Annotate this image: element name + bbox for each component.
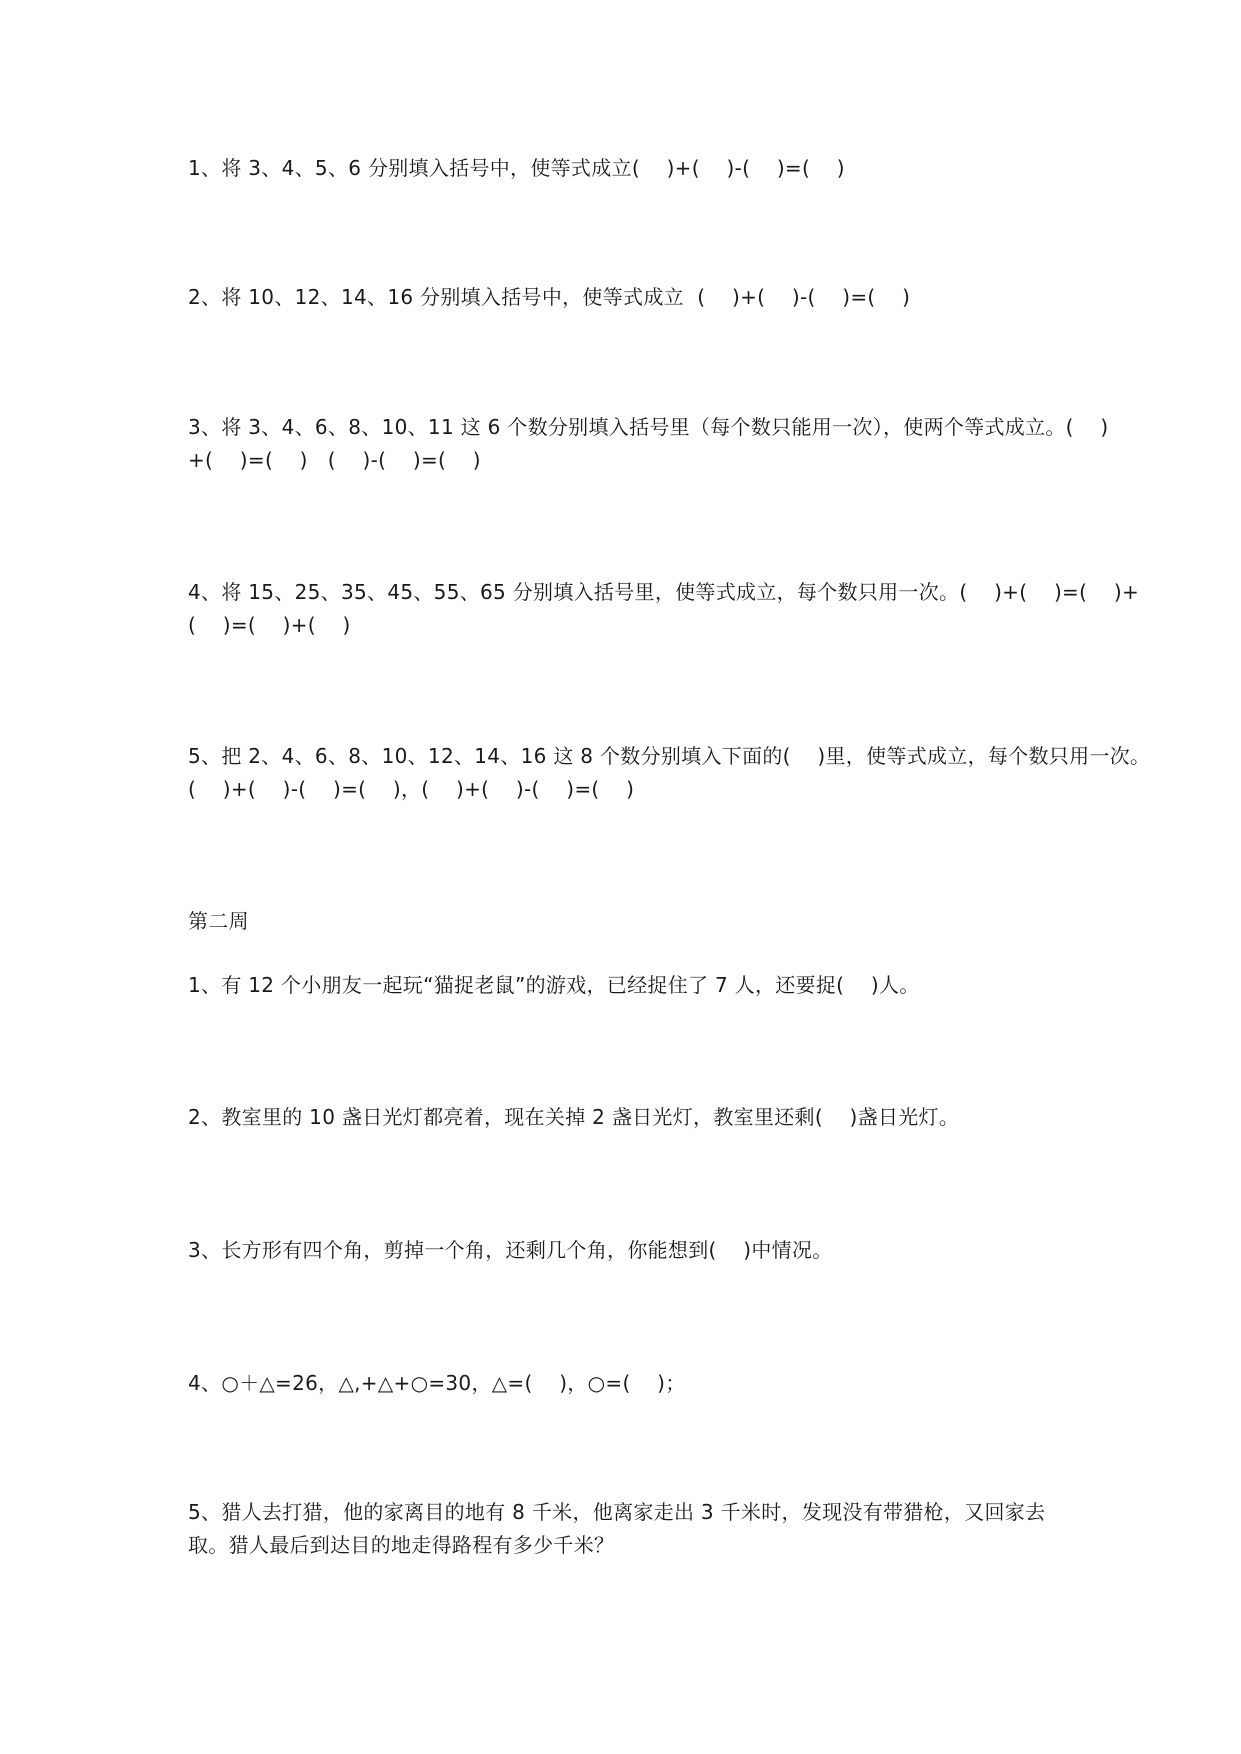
week1-question-4-line-1: 4、将 15、25、35、45、55、65 分别填入括号里，使等式成立，每个数只用一次。( )+( )=( )+ <box>188 580 1140 604</box>
week1-question-2: 2、将 10、12、14、16 分别填入括号中，使等式成立 ( )+( )-( )=( ) <box>188 285 911 309</box>
week2-question-1: 1、有 12 个小朋友一起玩“猫捉老鼠”的游戏，已经捉住了 7 人，还要捉( )人。 <box>188 973 920 997</box>
week1-question-3-line-1: 3、将 3、4、6、8、10、11 这 6 个数分别填入括号里（每个数只能用一次），使两个等式成立。( ) <box>188 415 1109 439</box>
section-heading-week-2: 第二周 <box>188 909 249 933</box>
week1-question-3-line-2: +( )=( ) ( )-( )=( ) <box>188 448 481 472</box>
week2-question-2: 2、教室里的 10 盏日光灯都亮着，现在关掉 2 盏日光灯，教室里还剩( )盏日光灯。 <box>188 1105 960 1129</box>
week2-question-4: 4、○＋△=26，△,+△+○=30，△=( )，○=( )； <box>188 1371 686 1395</box>
week2-question-3: 3、长方形有四个角，剪掉一个角，还剩几个角，你能想到( )中情况。 <box>188 1238 833 1262</box>
week1-question-1: 1、将 3、4、5、6 分别填入括号中，使等式成立( )+( )-( )=( ) <box>188 156 845 180</box>
week2-question-5-line-2: 取。猎人最后到达目的地走得路程有多少千米？ <box>188 1533 615 1557</box>
week1-question-5-line-2: ( )+( )-( )=( )，( )+( )-( )=( ) <box>188 777 635 801</box>
week2-question-5-line-1: 5、猎人去打猎，他的家离目的地有 8 千米，他离家走出 3 千米时，发现没有带猎枪，又回家去 <box>188 1500 1046 1524</box>
week1-question-4-line-2: ( )=( )+( ) <box>188 613 351 637</box>
week1-question-5-line-1: 5、把 2、4、6、8、10、12、14、16 这 8 个数分别填入下面的( )里，使等式成立，每个数只用一次。 <box>188 744 1151 768</box>
